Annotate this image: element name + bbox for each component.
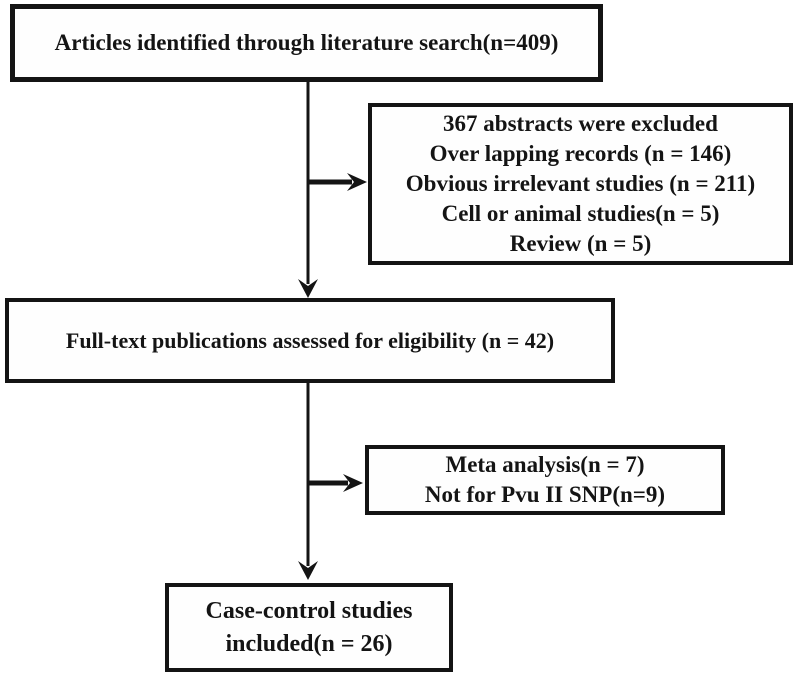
- excluded-fulltext-line: Meta analysis(n = 7): [445, 452, 645, 477]
- excluded-abstracts-line: Cell or animal studies(n = 5): [441, 201, 720, 226]
- connector-fulltext-to-included: [294, 383, 368, 582]
- box-excluded-abstracts: [368, 103, 793, 265]
- box-articles-identified: [10, 4, 603, 82]
- box-excluded-fulltext: [365, 445, 725, 515]
- connector-identified-to-fulltext: [294, 81, 370, 299]
- excluded-abstracts-line: Over lapping records (n = 146): [429, 141, 732, 166]
- excluded-abstracts-line: Review (n = 5): [509, 231, 652, 256]
- excluded-fulltext-line: Not for Pvu II SNP(n=9): [424, 482, 666, 507]
- box-included-studies: [165, 583, 453, 672]
- excluded-abstracts-line: 367 abstracts were excluded: [443, 111, 718, 136]
- box-fulltext-assessed: [5, 298, 615, 383]
- box-included-studies-line: Case-control studies: [205, 597, 413, 624]
- box-articles-identified-text: Articles identified through literature search(n=409): [54, 30, 559, 55]
- excluded-abstracts-line: Obvious irrelevant studies (n = 211): [405, 171, 756, 196]
- box-included-studies-line: included(n = 26): [225, 630, 393, 657]
- box-fulltext-assessed-text: Full-text publications assessed for eligibility (n = 42): [65, 327, 555, 353]
